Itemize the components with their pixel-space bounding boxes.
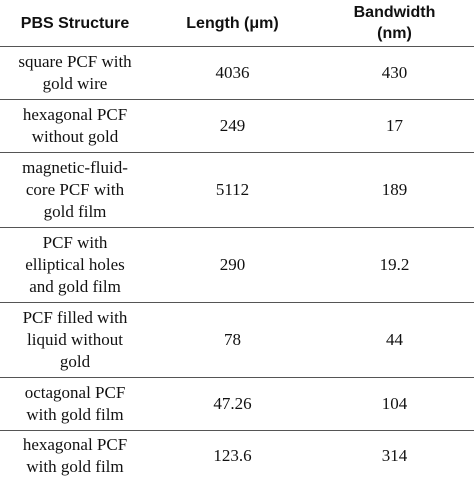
structure-cell [0, 153, 150, 228]
table-body [0, 47, 474, 481]
table-row [0, 431, 474, 481]
header-bandwidth [315, 0, 474, 47]
bandwidth-cell: 17 [315, 100, 474, 153]
structure-text: PCF with elliptical holes and gold film [25, 233, 125, 296]
length-cell: 290 [150, 228, 315, 303]
length-cell: 123.6 [150, 431, 315, 481]
table-row [0, 228, 474, 303]
structure-cell [0, 228, 150, 303]
bandwidth-cell: 314 [315, 431, 474, 481]
structure-cell [0, 47, 150, 100]
header-structure [0, 0, 150, 47]
bandwidth-cell: 189 [315, 153, 474, 228]
structure-text: square PCF with gold wire [18, 52, 132, 93]
bandwidth-cell: 430 [315, 47, 474, 100]
bandwidth-cell: 104 [315, 378, 474, 431]
structure-text: PCF filled with liquid without gold [22, 308, 128, 371]
bandwidth-cell: 44 [315, 303, 474, 378]
length-cell: 78 [150, 303, 315, 378]
table-header [0, 0, 474, 47]
table-row [0, 100, 474, 153]
structure-text: hexagonal PCF with gold film [22, 434, 128, 476]
length-cell: 249 [150, 100, 315, 153]
structure-cell [0, 431, 150, 481]
header-structure-label: PBS Structure [20, 14, 130, 32]
header-bandwidth-label: Bandwidth (nm) [353, 4, 436, 42]
structure-cell [0, 378, 150, 431]
length-cell: 4036 [150, 47, 315, 100]
bandwidth-cell: 19.2 [315, 228, 474, 303]
table-row [0, 153, 474, 228]
table-row [0, 303, 474, 378]
structure-cell [0, 100, 150, 153]
header-length-label: Length (μm) [186, 14, 279, 32]
structure-text: magnetic-fluid- core PCF with gold film [22, 158, 128, 221]
table-row [0, 47, 474, 100]
length-cell: 47.26 [150, 378, 315, 431]
structure-cell [0, 303, 150, 378]
table-row [0, 378, 474, 431]
structure-text: octagonal PCF with gold film [24, 383, 126, 424]
length-cell: 5112 [150, 153, 315, 228]
structure-text: hexagonal PCF without gold [22, 105, 128, 146]
header-length [150, 0, 315, 47]
header-row [0, 0, 474, 47]
